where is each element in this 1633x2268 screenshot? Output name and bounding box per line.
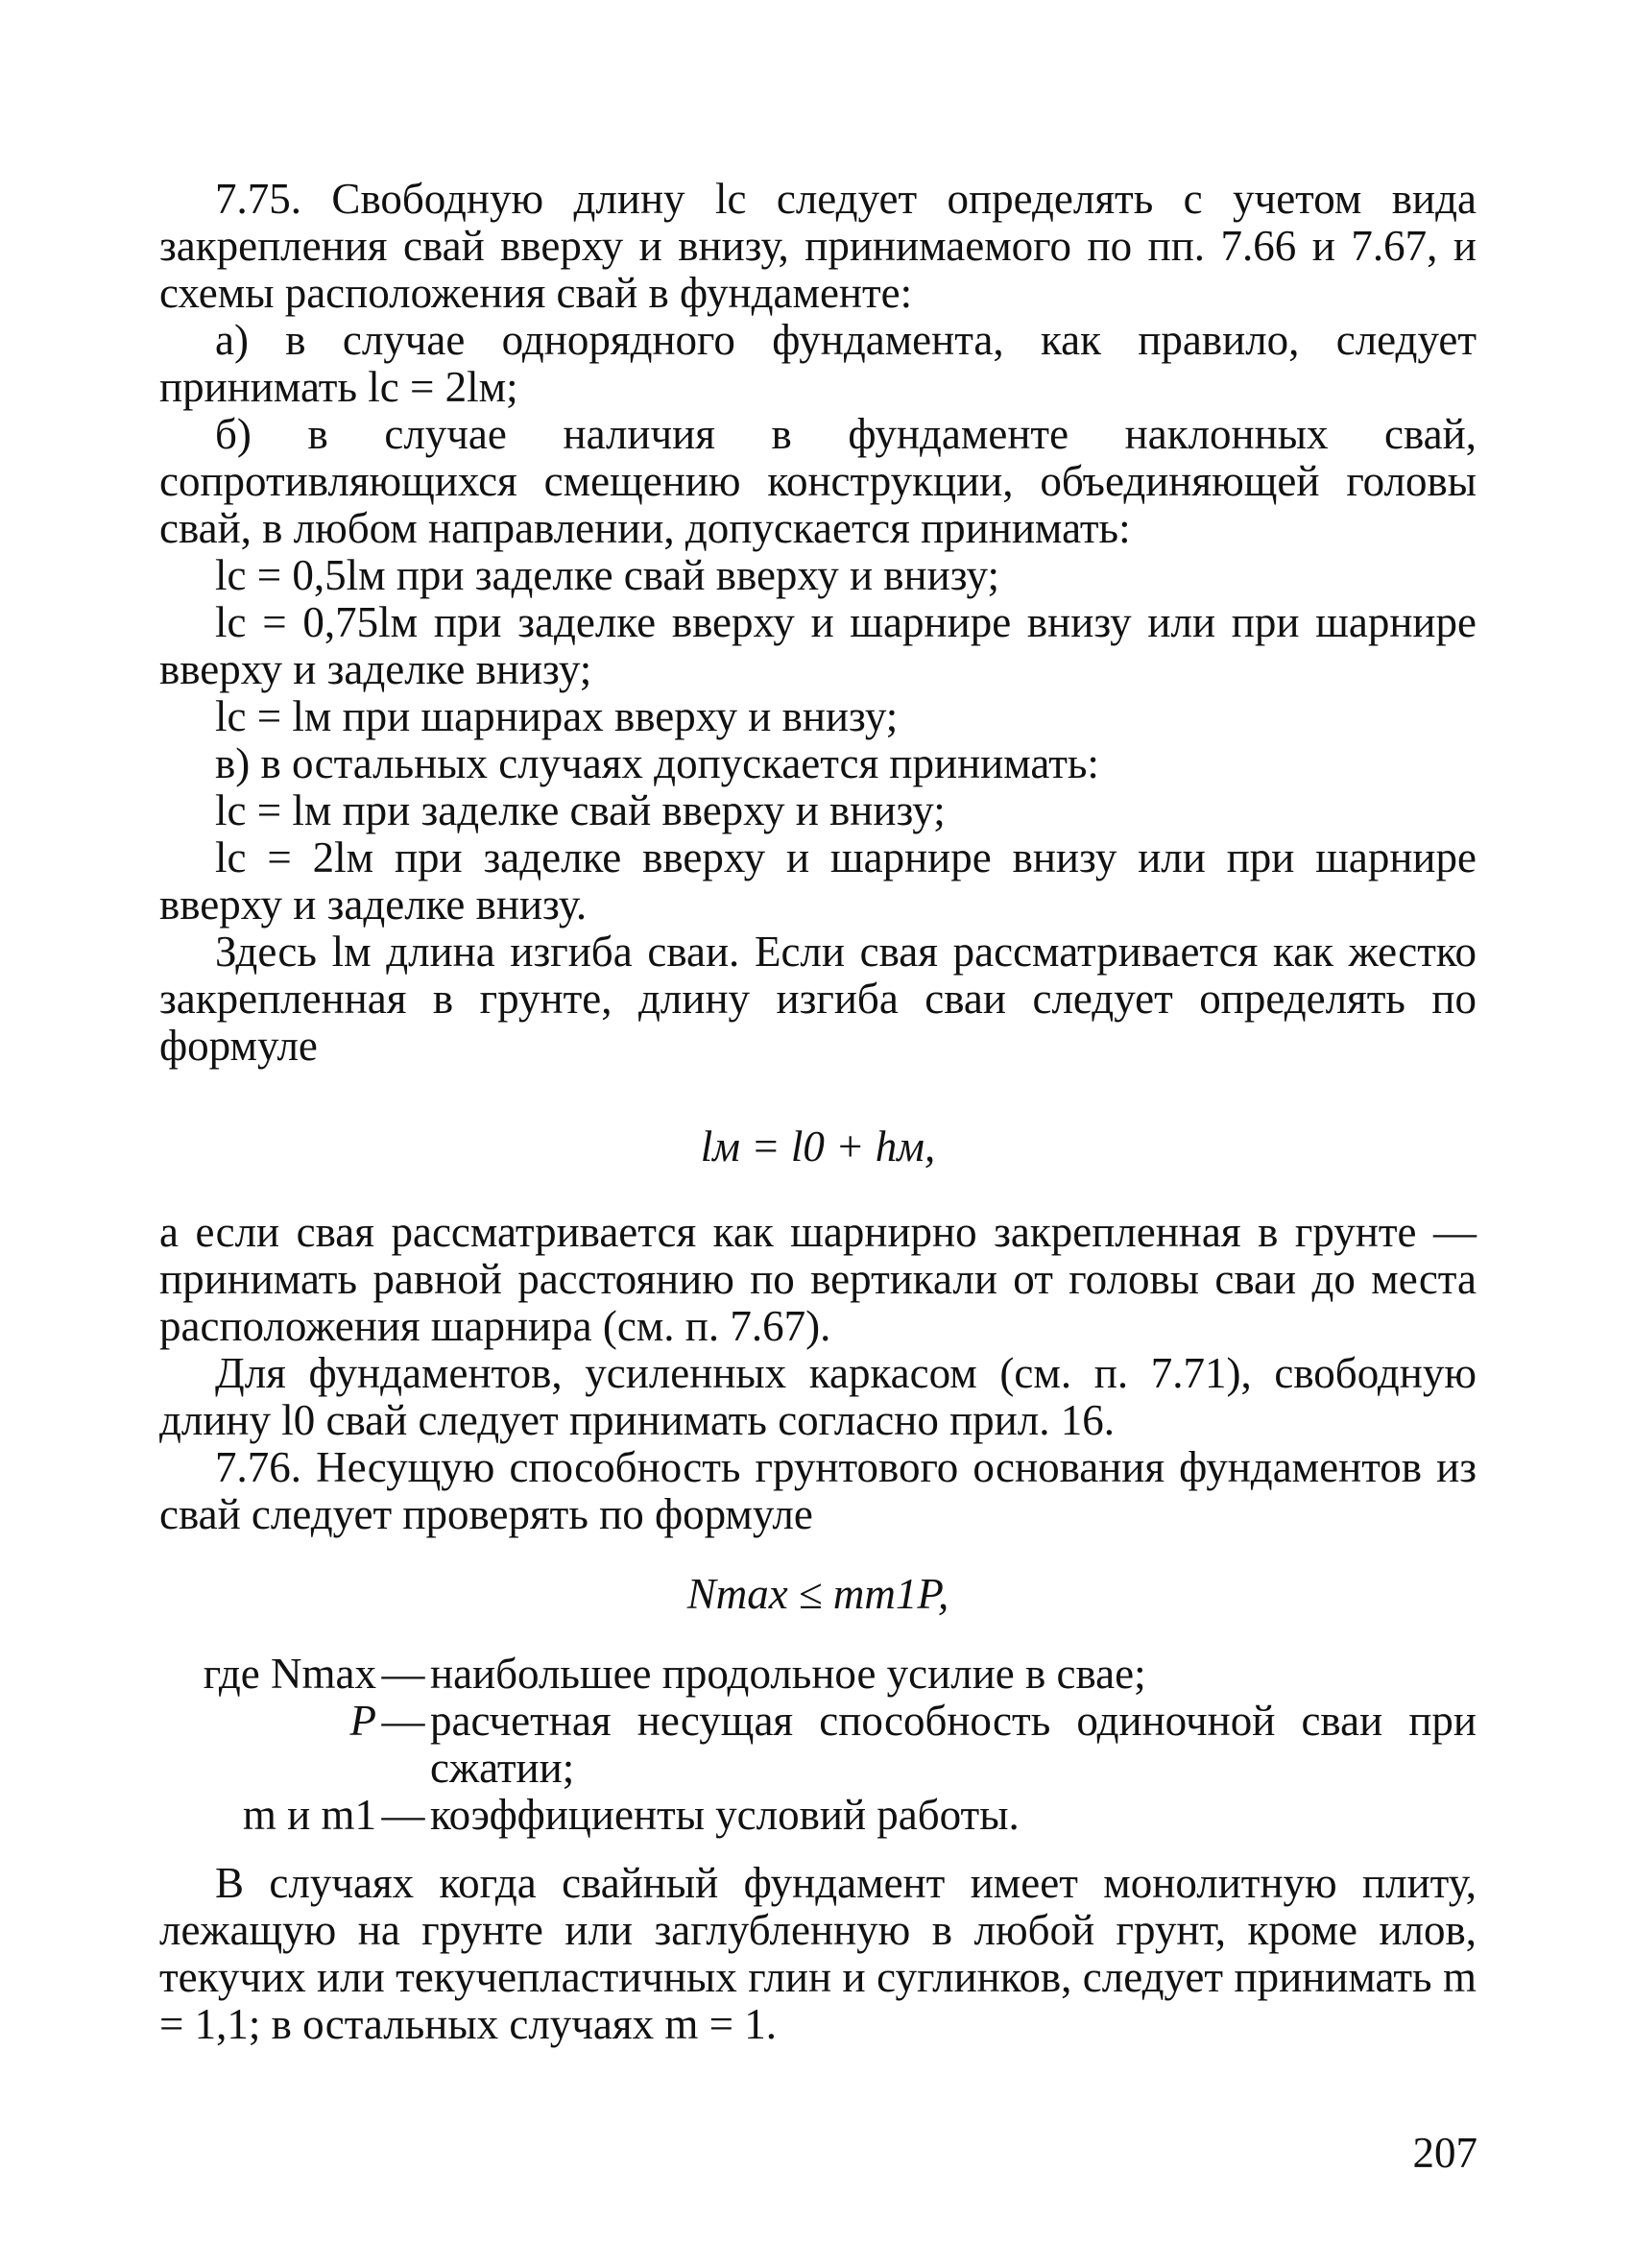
definition-text: коэффициенты условий работы. <box>430 1791 1020 1839</box>
item-c-case-1: lс = lм при заделке свай вверху и внизу; <box>215 786 946 834</box>
paragraph-monolithic-slab: В случаях когда свайный фундамент имеет монолитную плиту, лежащую на грунте или заглубленную в любой грунт, кроме илов, текучих или текучепластичных глин и суглинков, следует принимать m = 1,1; в остальных случаях m = 1. <box>159 1859 1477 2048</box>
paragraph-7-76: 7.76. Несущую способность грунтового основания фундаментов из свай следует проверять по формуле <box>159 1443 1477 1538</box>
definition-dash: — <box>381 1650 425 1698</box>
definition-symbol: P <box>349 1697 376 1745</box>
symbol-definitions <box>159 1651 1477 1839</box>
definition-text: расчетная несущая способность одиночной сваи при сжатии; <box>430 1697 1477 1792</box>
item-b-case-2: lс = 0,75lм при заделке вверху и шарнире внизу или при шарнире вверху и заделке внизу; <box>159 598 1477 693</box>
definition-row <box>159 1792 1477 1839</box>
definition-symbol: m и m1 <box>242 1791 376 1839</box>
definition-dash: — <box>381 1791 425 1839</box>
definition-row <box>159 1698 1477 1792</box>
formula-bending-length: lм = l0 + hм, <box>700 1122 936 1170</box>
item-b-case-1: lс = 0,5lм при заделке свай вверху и внизу; <box>215 551 999 599</box>
page-number: 207 <box>1412 2129 1477 2177</box>
item-a: а) в случае однорядного фундамента, как правило, следует принимать lс = 2lм; <box>159 316 1477 411</box>
definition-text: наибольшее продольное усилие в свае; <box>430 1650 1146 1698</box>
paragraph-here: Здесь lм длина изгиба сваи. Если свая рассматривается как жестко закрепленная в грунте, длину изгиба сваи следует определять по формуле <box>159 928 1477 1070</box>
item-c-case-2: lс = 2lм при заделке вверху и шарнире внизу или при шарнире вверху и заделке внизу. <box>159 833 1477 929</box>
paragraph-frame: Для фундаментов, усиленных каркасом (см. п. 7.71), свободную длину l0 свай следует принимать согласно прил. 16. <box>159 1349 1477 1444</box>
definition-row <box>159 1651 1477 1698</box>
definition-symbol: где Nmax <box>203 1650 376 1698</box>
formula-bearing-capacity: Nmax ≤ mm1P, <box>686 1570 949 1618</box>
item-b: б) в случае наличия в фундаменте наклонных свай, сопротивляющихся смещению конструкции, объединяющей головы свай, в любом направлении, допускается принимать: <box>159 410 1477 552</box>
item-b-case-3: lс = lм при шарнирах вверху и внизу; <box>215 692 899 740</box>
definition-dash: — <box>381 1697 425 1745</box>
text-column <box>159 176 1477 2048</box>
item-c: в) в остальных случаях допускается принимать: <box>215 739 1099 787</box>
paragraph-7-75: 7.75. Свободную длину lс следует определять с учетом вида закрепления свай вверху и внизу, принимаемого по пп. 7.66 и 7.67, и схемы расположения свай в фундаменте: <box>159 175 1477 317</box>
paragraph-hinged: а если свая рассматривается как шарнирно закрепленная в грунте — принимать равной расстоянию по вертикали от головы сваи до места расположения шарнира (см. п. 7.67). <box>159 1208 1477 1350</box>
